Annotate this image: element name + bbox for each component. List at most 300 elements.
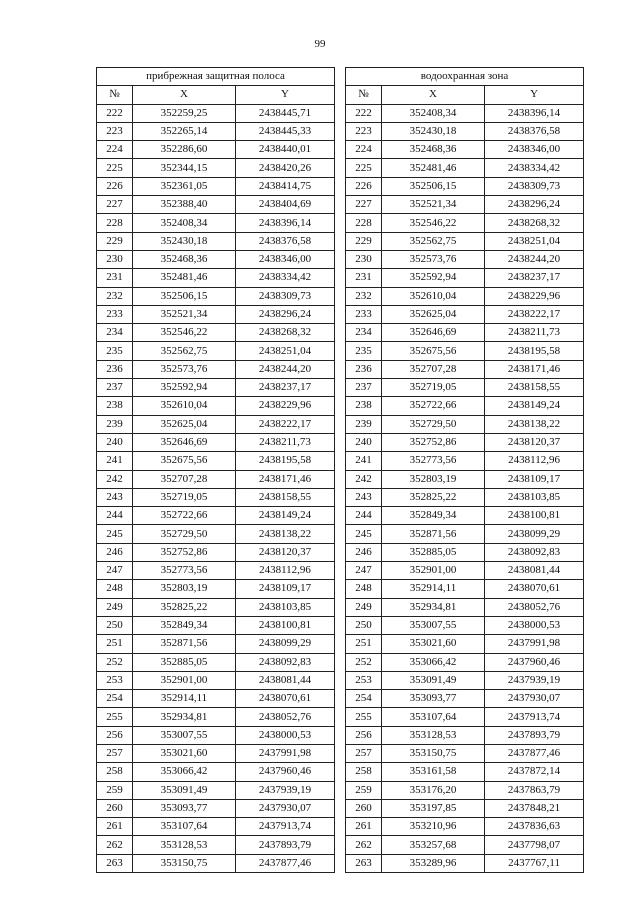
left-cell-x: 352914,11: [133, 690, 236, 708]
table-row: [97, 470, 584, 488]
left-cell-x: 352803,19: [133, 580, 236, 598]
left-cell-x: 353021,60: [133, 744, 236, 762]
table-row: [97, 214, 584, 232]
right-cell-number: 227: [346, 196, 382, 214]
right-cell-y: 2438229,96: [485, 287, 584, 305]
left-cell-y: 2437893,79: [236, 836, 335, 854]
column-gap: [335, 214, 346, 232]
table-row: [97, 324, 584, 342]
right-cell-x: 352468,36: [382, 141, 485, 159]
left-cell-x: 352625,04: [133, 415, 236, 433]
table-row: [97, 507, 584, 525]
left-cell-number: 227: [97, 196, 133, 214]
left-cell-number: 228: [97, 214, 133, 232]
column-gap: [335, 452, 346, 470]
right-cell-y: 2438081,44: [485, 562, 584, 580]
left-cell-number: 258: [97, 763, 133, 781]
right-cell-x: 352719,05: [382, 379, 485, 397]
right-cell-x: 353091,49: [382, 671, 485, 689]
table-row: [97, 415, 584, 433]
left-cell-y: 2438445,33: [236, 122, 335, 140]
right-cell-x: 352849,34: [382, 507, 485, 525]
column-gap: [335, 818, 346, 836]
left-cell-number: 242: [97, 470, 133, 488]
right-cell-x: 352773,56: [382, 452, 485, 470]
left-cell-number: 232: [97, 287, 133, 305]
left-cell-x: 353107,64: [133, 818, 236, 836]
column-gap: [335, 342, 346, 360]
right-cell-number: 243: [346, 488, 382, 506]
left-cell-y: 2438052,76: [236, 708, 335, 726]
left-cell-y: 2438440,01: [236, 141, 335, 159]
left-cell-number: 256: [97, 726, 133, 744]
right-cell-y: 2438112,96: [485, 452, 584, 470]
left-cell-y: 2438100,81: [236, 616, 335, 634]
left-cell-number: 238: [97, 397, 133, 415]
table-row: [97, 250, 584, 268]
right-cell-x: 352573,76: [382, 250, 485, 268]
table-row: [97, 854, 584, 872]
left-cell-y: 2438195,58: [236, 452, 335, 470]
left-cell-y: 2438268,32: [236, 324, 335, 342]
right-cell-number: 256: [346, 726, 382, 744]
left-cell-y: 2438112,96: [236, 562, 335, 580]
right-cell-y: 2438244,20: [485, 250, 584, 268]
left-cell-y: 2438414,75: [236, 177, 335, 195]
column-gap: [335, 507, 346, 525]
right-cell-y: 2438334,42: [485, 159, 584, 177]
left-cell-x: 352773,56: [133, 562, 236, 580]
right-cell-number: 235: [346, 342, 382, 360]
left-cell-x: 352646,69: [133, 433, 236, 451]
left-cell-number: 253: [97, 671, 133, 689]
right-cell-number: 252: [346, 653, 382, 671]
right-cell-y: 2438237,17: [485, 269, 584, 287]
table-row: [97, 616, 584, 634]
left-cell-y: 2437930,07: [236, 799, 335, 817]
right-cell-number: 245: [346, 525, 382, 543]
right-cell-x: 352546,22: [382, 214, 485, 232]
column-gap: [335, 141, 346, 159]
left-cell-x: 352265,14: [133, 122, 236, 140]
column-gap: [335, 635, 346, 653]
right-cell-x: 352901,00: [382, 562, 485, 580]
right-cell-y: 2438222,17: [485, 305, 584, 323]
table-row: [97, 744, 584, 762]
right-cell-x: 352675,56: [382, 342, 485, 360]
column-gap: [335, 671, 346, 689]
right-cell-y: 2438211,73: [485, 324, 584, 342]
column-gap: [335, 287, 346, 305]
right-cell-number: 248: [346, 580, 382, 598]
left-cell-y: 2438103,85: [236, 598, 335, 616]
left-cell-y: 2438251,04: [236, 342, 335, 360]
right-cell-x: 352646,69: [382, 324, 485, 342]
column-gap: [335, 250, 346, 268]
left-cell-number: 254: [97, 690, 133, 708]
right-cell-number: 246: [346, 543, 382, 561]
right-cell-y: 2437939,19: [485, 671, 584, 689]
left-cell-y: 2437991,98: [236, 744, 335, 762]
left-cell-x: 352430,18: [133, 232, 236, 250]
left-cell-number: 248: [97, 580, 133, 598]
left-cell-number: 225: [97, 159, 133, 177]
right-cell-x: 352825,22: [382, 488, 485, 506]
left-cell-x: 353150,75: [133, 854, 236, 872]
right-cell-number: 233: [346, 305, 382, 323]
column-gap: [335, 616, 346, 634]
left-cell-x: 352562,75: [133, 342, 236, 360]
left-cell-number: 257: [97, 744, 133, 762]
left-cell-y: 2438070,61: [236, 690, 335, 708]
table-row: [97, 708, 584, 726]
right-cell-y: 2438268,32: [485, 214, 584, 232]
right-cell-number: 234: [346, 324, 382, 342]
left-cell-number: 247: [97, 562, 133, 580]
right-cell-number: 257: [346, 744, 382, 762]
right-cell-number: 263: [346, 854, 382, 872]
right-cell-x: 352707,28: [382, 360, 485, 378]
left-cell-x: 352573,76: [133, 360, 236, 378]
column-gap: [335, 159, 346, 177]
left-cell-x: 352546,22: [133, 324, 236, 342]
right-cell-number: 262: [346, 836, 382, 854]
left-cell-y: 2438309,73: [236, 287, 335, 305]
column-gap: [335, 543, 346, 561]
table-row: [97, 342, 584, 360]
right-cell-number: 258: [346, 763, 382, 781]
left-cell-number: 241: [97, 452, 133, 470]
column-gap: [335, 177, 346, 195]
right-cell-y: 2437767,11: [485, 854, 584, 872]
left-cell-x: 352722,66: [133, 507, 236, 525]
left-cell-number: 250: [97, 616, 133, 634]
right-cell-number: 223: [346, 122, 382, 140]
table-row: [97, 580, 584, 598]
table-row: [97, 543, 584, 561]
column-gap: [335, 360, 346, 378]
left-cell-x: 352408,34: [133, 214, 236, 232]
right-cell-x: 352934,81: [382, 598, 485, 616]
right-cell-x: 352610,04: [382, 287, 485, 305]
right-cell-y: 2437991,98: [485, 635, 584, 653]
table-row: [97, 690, 584, 708]
right-cell-x: 353007,55: [382, 616, 485, 634]
left-header-y: Y: [236, 86, 335, 104]
left-cell-number: 230: [97, 250, 133, 268]
right-cell-y: 2438120,37: [485, 433, 584, 451]
right-cell-number: 247: [346, 562, 382, 580]
column-gap: [335, 324, 346, 342]
left-cell-number: 255: [97, 708, 133, 726]
table-row: [97, 763, 584, 781]
right-cell-number: 224: [346, 141, 382, 159]
table-row: [97, 562, 584, 580]
left-cell-x: 352707,28: [133, 470, 236, 488]
column-header-row: [97, 86, 584, 104]
right-cell-x: 353289,96: [382, 854, 485, 872]
right-cell-number: 259: [346, 781, 382, 799]
left-cell-number: 226: [97, 177, 133, 195]
right-cell-y: 2437848,21: [485, 799, 584, 817]
left-cell-x: 352675,56: [133, 452, 236, 470]
column-gap: [335, 690, 346, 708]
table-row: [97, 177, 584, 195]
right-cell-number: 250: [346, 616, 382, 634]
left-cell-y: 2438099,29: [236, 635, 335, 653]
right-cell-y: 2437930,07: [485, 690, 584, 708]
left-cell-number: 244: [97, 507, 133, 525]
right-cell-number: 251: [346, 635, 382, 653]
column-gap: [335, 488, 346, 506]
left-cell-x: 352388,40: [133, 196, 236, 214]
left-cell-number: 222: [97, 104, 133, 122]
right-cell-y: 2437872,14: [485, 763, 584, 781]
table-row: [97, 836, 584, 854]
left-cell-x: 352481,46: [133, 269, 236, 287]
column-gap: [335, 232, 346, 250]
left-cell-y: 2438445,71: [236, 104, 335, 122]
table-row: [97, 671, 584, 689]
right-cell-number: 229: [346, 232, 382, 250]
right-cell-y: 2437836,63: [485, 818, 584, 836]
right-cell-x: 352729,50: [382, 415, 485, 433]
left-cell-y: 2437913,74: [236, 818, 335, 836]
right-cell-y: 2438100,81: [485, 507, 584, 525]
left-cell-number: 231: [97, 269, 133, 287]
table-row: [97, 104, 584, 122]
column-gap: [335, 580, 346, 598]
left-cell-y: 2437960,46: [236, 763, 335, 781]
right-cell-x: 353093,77: [382, 690, 485, 708]
table-row: [97, 635, 584, 653]
left-cell-y: 2437939,19: [236, 781, 335, 799]
right-cell-x: 353107,64: [382, 708, 485, 726]
left-cell-number: 236: [97, 360, 133, 378]
right-cell-y: 2438251,04: [485, 232, 584, 250]
right-cell-x: 352914,11: [382, 580, 485, 598]
left-cell-y: 2438296,24: [236, 305, 335, 323]
left-cell-number: 243: [97, 488, 133, 506]
right-cell-x: 353066,42: [382, 653, 485, 671]
right-cell-number: 244: [346, 507, 382, 525]
table-row: [97, 525, 584, 543]
table-row: [97, 488, 584, 506]
right-cell-number: 240: [346, 433, 382, 451]
column-gap: [335, 708, 346, 726]
right-cell-x: 353161,58: [382, 763, 485, 781]
table-row: [97, 269, 584, 287]
table-row: [97, 196, 584, 214]
right-cell-y: 2438396,14: [485, 104, 584, 122]
table-row: [97, 433, 584, 451]
table-row: [97, 781, 584, 799]
left-cell-y: 2438346,00: [236, 250, 335, 268]
column-gap: [335, 726, 346, 744]
right-cell-number: 232: [346, 287, 382, 305]
table-row: [97, 452, 584, 470]
right-cell-number: 239: [346, 415, 382, 433]
column-gap: [335, 836, 346, 854]
right-cell-x: 353021,60: [382, 635, 485, 653]
right-cell-x: 352481,46: [382, 159, 485, 177]
table-row: [97, 232, 584, 250]
left-cell-number: 245: [97, 525, 133, 543]
table-row: [97, 360, 584, 378]
right-cell-number: 222: [346, 104, 382, 122]
right-cell-number: 228: [346, 214, 382, 232]
left-cell-number: 252: [97, 653, 133, 671]
left-cell-x: 352825,22: [133, 598, 236, 616]
column-gap: [335, 122, 346, 140]
column-gap: [335, 598, 346, 616]
right-cell-y: 2438346,00: [485, 141, 584, 159]
right-cell-y: 2438000,53: [485, 616, 584, 634]
left-cell-number: 240: [97, 433, 133, 451]
left-cell-number: 251: [97, 635, 133, 653]
column-gap: [335, 525, 346, 543]
left-cell-x: 352468,36: [133, 250, 236, 268]
left-cell-y: 2438396,14: [236, 214, 335, 232]
right-cell-x: 352752,86: [382, 433, 485, 451]
left-cell-number: 262: [97, 836, 133, 854]
column-gap: [335, 433, 346, 451]
left-cell-x: 352521,34: [133, 305, 236, 323]
left-cell-y: 2438222,17: [236, 415, 335, 433]
left-cell-number: 263: [97, 854, 133, 872]
left-section-title: прибрежная защитная полоса: [97, 68, 335, 86]
left-cell-x: 352506,15: [133, 287, 236, 305]
column-gap: [335, 653, 346, 671]
column-gap: [335, 744, 346, 762]
right-section-title: водоохранная зона: [346, 68, 584, 86]
right-cell-y: 2437863,79: [485, 781, 584, 799]
table-row: [97, 799, 584, 817]
right-cell-x: 353150,75: [382, 744, 485, 762]
right-cell-x: 352506,15: [382, 177, 485, 195]
right-cell-y: 2437798,07: [485, 836, 584, 854]
left-cell-x: 353066,42: [133, 763, 236, 781]
left-cell-number: 234: [97, 324, 133, 342]
left-cell-y: 2438092,83: [236, 653, 335, 671]
right-cell-x: 352521,34: [382, 196, 485, 214]
left-cell-number: 239: [97, 415, 133, 433]
right-cell-y: 2437877,46: [485, 744, 584, 762]
column-gap: [335, 397, 346, 415]
right-cell-x: 353176,20: [382, 781, 485, 799]
right-cell-number: 236: [346, 360, 382, 378]
right-cell-number: 241: [346, 452, 382, 470]
left-cell-y: 2438334,42: [236, 269, 335, 287]
left-cell-y: 2438420,26: [236, 159, 335, 177]
right-cell-y: 2438092,83: [485, 543, 584, 561]
right-cell-y: 2438309,73: [485, 177, 584, 195]
left-cell-number: 261: [97, 818, 133, 836]
table-row: [97, 379, 584, 397]
right-cell-y: 2437913,74: [485, 708, 584, 726]
left-cell-x: 352592,94: [133, 379, 236, 397]
right-cell-y: 2438149,24: [485, 397, 584, 415]
right-cell-y: 2437960,46: [485, 653, 584, 671]
left-cell-number: 249: [97, 598, 133, 616]
right-cell-number: 254: [346, 690, 382, 708]
right-cell-x: 352803,19: [382, 470, 485, 488]
right-header-number: №: [346, 86, 382, 104]
column-gap: [335, 86, 346, 104]
right-cell-y: 2437893,79: [485, 726, 584, 744]
left-cell-y: 2438109,17: [236, 580, 335, 598]
column-gap: [335, 196, 346, 214]
left-cell-number: 223: [97, 122, 133, 140]
section-title-row: [97, 68, 584, 86]
left-cell-y: 2438138,22: [236, 525, 335, 543]
right-cell-x: 352625,04: [382, 305, 485, 323]
right-cell-number: 261: [346, 818, 382, 836]
right-cell-x: 353257,68: [382, 836, 485, 854]
table-row: [97, 141, 584, 159]
right-cell-x: 352885,05: [382, 543, 485, 561]
right-cell-x: 352430,18: [382, 122, 485, 140]
left-cell-x: 352610,04: [133, 397, 236, 415]
right-cell-x: 353210,96: [382, 818, 485, 836]
left-cell-y: 2438376,58: [236, 232, 335, 250]
left-cell-x: 352752,86: [133, 543, 236, 561]
right-cell-number: 260: [346, 799, 382, 817]
column-gap: [335, 781, 346, 799]
right-cell-number: 237: [346, 379, 382, 397]
column-gap: [335, 305, 346, 323]
right-cell-number: 225: [346, 159, 382, 177]
left-cell-number: 233: [97, 305, 133, 323]
left-cell-number: 235: [97, 342, 133, 360]
column-gap: [335, 104, 346, 122]
right-cell-y: 2438376,58: [485, 122, 584, 140]
coordinates-table-body: [97, 104, 584, 872]
left-cell-number: 224: [97, 141, 133, 159]
left-cell-x: 353128,53: [133, 836, 236, 854]
right-cell-y: 2438296,24: [485, 196, 584, 214]
right-cell-y: 2438138,22: [485, 415, 584, 433]
right-cell-y: 2438103,85: [485, 488, 584, 506]
left-cell-x: 352259,25: [133, 104, 236, 122]
left-cell-y: 2438244,20: [236, 360, 335, 378]
page-number: 99: [314, 38, 326, 50]
left-cell-y: 2438237,17: [236, 379, 335, 397]
right-cell-y: 2438171,46: [485, 360, 584, 378]
left-cell-x: 353091,49: [133, 781, 236, 799]
column-gap: [335, 415, 346, 433]
column-gap: [335, 799, 346, 817]
left-cell-y: 2438211,73: [236, 433, 335, 451]
left-cell-number: 246: [97, 543, 133, 561]
left-cell-x: 352901,00: [133, 671, 236, 689]
right-cell-x: 353197,85: [382, 799, 485, 817]
right-cell-number: 253: [346, 671, 382, 689]
left-cell-x: 352286,60: [133, 141, 236, 159]
right-cell-number: 230: [346, 250, 382, 268]
left-cell-y: 2438171,46: [236, 470, 335, 488]
right-cell-x: 352408,34: [382, 104, 485, 122]
right-header-y: Y: [485, 86, 584, 104]
table-row: [97, 397, 584, 415]
left-cell-y: 2438404,69: [236, 196, 335, 214]
left-cell-x: 352719,05: [133, 488, 236, 506]
left-header-x: X: [133, 86, 236, 104]
right-cell-number: 249: [346, 598, 382, 616]
left-cell-y: 2438120,37: [236, 543, 335, 561]
column-gap: [335, 763, 346, 781]
left-cell-y: 2438081,44: [236, 671, 335, 689]
